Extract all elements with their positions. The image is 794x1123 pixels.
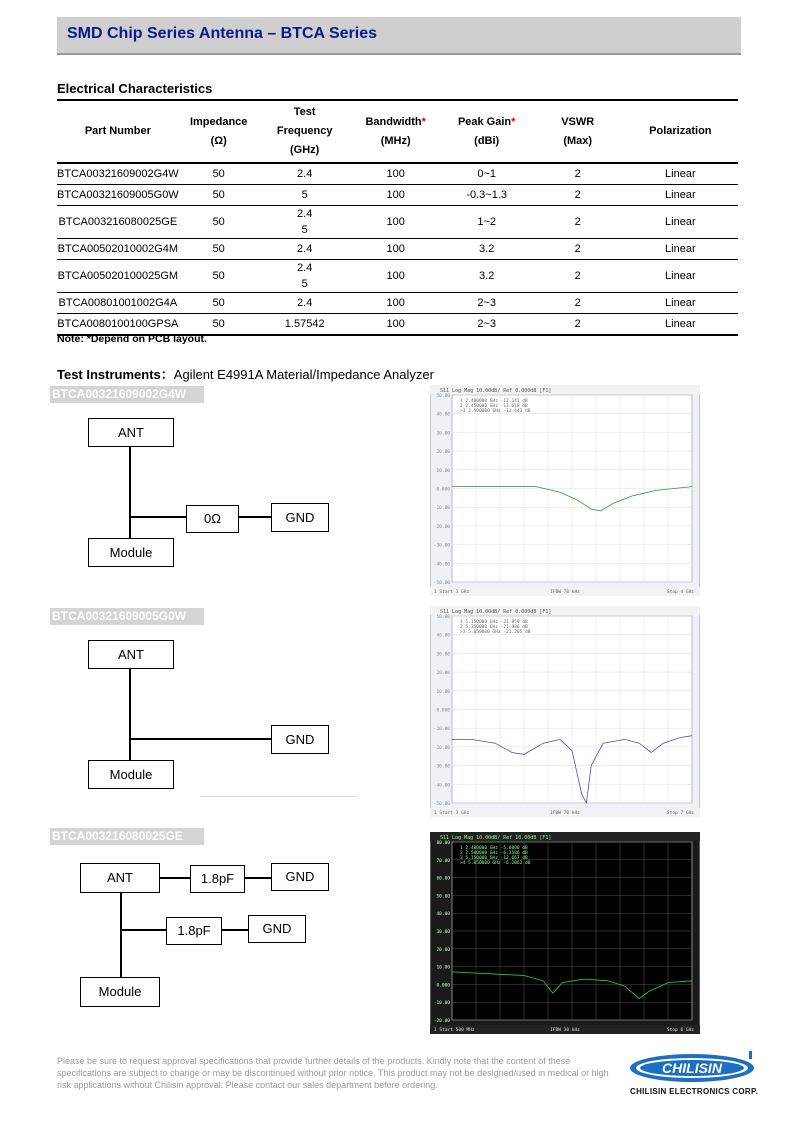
cell-bandwidth: 100 bbox=[351, 260, 441, 293]
cell-peak-gain: 2~3 bbox=[441, 314, 533, 336]
circuit-3-gnd2-line bbox=[221, 929, 249, 931]
y-tick-label: 10.00 bbox=[436, 468, 450, 474]
col-impedance: Impedance (Ω) bbox=[189, 115, 248, 147]
cell-test-frequency: 5 bbox=[259, 185, 351, 206]
plot-footer-left: 1 Start 500 MHz bbox=[434, 1028, 475, 1033]
circuit-1-feed-line bbox=[129, 446, 131, 539]
circuit-3-ant-box: ANT bbox=[80, 863, 160, 893]
circuit-1-module-box: Module bbox=[88, 538, 174, 567]
cell-vswr: 2 bbox=[533, 239, 623, 260]
cell-bandwidth: 100 bbox=[351, 206, 441, 239]
cell-impedance: 50 bbox=[179, 260, 259, 293]
circuit-3-module-box: Module bbox=[80, 977, 160, 1007]
circuit-2-gnd-box: GND bbox=[271, 725, 329, 754]
y-tick-label: 0.000 bbox=[436, 487, 450, 493]
test-instruments-value: Agilent E4991A Material/Impedance Analyzer bbox=[173, 367, 434, 382]
y-tick-label: 20.00 bbox=[436, 947, 450, 953]
y-tick-label: -30.00 bbox=[433, 764, 450, 770]
circuit-2-branch-line bbox=[129, 738, 272, 740]
y-tick-label: -50.00 bbox=[433, 581, 450, 586]
cell-bandwidth: 100 bbox=[351, 163, 441, 185]
cell-part-number: BTCA00321609002G4W bbox=[57, 163, 179, 185]
y-tick-label: 20.00 bbox=[436, 671, 450, 677]
header-bar bbox=[57, 17, 741, 55]
cell-test-frequency: 1.57542 bbox=[259, 314, 351, 336]
cell-impedance: 50 bbox=[179, 293, 259, 314]
cell-impedance: 50 bbox=[179, 314, 259, 336]
marker-readout: 2 5.350000 GHz -21.980 dB bbox=[460, 625, 528, 630]
table-row bbox=[57, 206, 738, 239]
circuit-3-gnd1-box: GND bbox=[271, 863, 329, 891]
table-row bbox=[57, 239, 738, 260]
cell-test-frequency: 2.4 5 bbox=[259, 206, 351, 239]
y-tick-label: 20.00 bbox=[436, 450, 450, 456]
y-tick-label: 80.00 bbox=[436, 841, 450, 846]
col-peak-gain: Peak Gain* (dBi) bbox=[457, 115, 516, 147]
test-instruments-label: Test Instruments： bbox=[57, 367, 174, 382]
circuit-3-feed-line bbox=[120, 892, 122, 978]
cell-vswr: 2 bbox=[533, 163, 623, 185]
circuit-1-gnd-box: GND bbox=[271, 503, 329, 532]
table-row bbox=[57, 185, 738, 206]
table-header-row bbox=[57, 100, 738, 163]
circuit-1-gnd-line bbox=[238, 516, 272, 518]
cell-vswr: 2 bbox=[533, 185, 623, 206]
marker-readout: 3 5.150000 GHz -12.667 dB bbox=[460, 856, 528, 861]
cell-peak-gain: 3.2 bbox=[441, 260, 533, 293]
cell-peak-gain: 2~3 bbox=[441, 293, 533, 314]
y-tick-label: -40.00 bbox=[433, 562, 450, 568]
y-tick-label: -50.00 bbox=[433, 802, 450, 807]
y-tick-label: 30.00 bbox=[436, 652, 450, 658]
table-row bbox=[57, 163, 738, 185]
cell-test-frequency: 2.4 5 bbox=[259, 260, 351, 293]
electrical-characteristics-table bbox=[57, 99, 738, 336]
cell-part-number: BTCA00801001002G4A bbox=[57, 293, 179, 314]
y-tick-label: -40.00 bbox=[433, 783, 450, 789]
cell-peak-gain: 3.2 bbox=[441, 239, 533, 260]
cell-vswr: 2 bbox=[533, 206, 623, 239]
marker-readout: >4 5.850000 GHz -6.2062 dB bbox=[460, 861, 531, 866]
circuit-3-cap1-line bbox=[159, 877, 191, 879]
y-tick-label: 0.000 bbox=[436, 708, 450, 714]
s11-plot-1 bbox=[430, 385, 700, 596]
circuit-2-module-box: Module bbox=[88, 760, 174, 789]
marker-readout: 1 2.400000 GHz -5.0000 dB bbox=[460, 846, 528, 851]
circuit-3-part-label: BTCA003216080025GE bbox=[50, 828, 204, 845]
test-instruments bbox=[57, 364, 434, 383]
cell-part-number: BTCA005020100025GM bbox=[57, 260, 179, 293]
plot-footer-left: 1 Start 3 GHz bbox=[434, 811, 470, 816]
col-test-frequency: Test Frequency (GHz) bbox=[276, 106, 333, 156]
table-row bbox=[57, 293, 738, 314]
plot-footer-right: Stop 7 GHz bbox=[666, 811, 694, 816]
plot-footer-left: 1 Start 1 GHz bbox=[434, 590, 470, 595]
y-tick-label: 10.00 bbox=[436, 689, 450, 695]
cell-part-number: BTCA003216080025GE bbox=[57, 206, 179, 239]
marker-readout: 1 2.400000 GHz -12.141 dB bbox=[460, 399, 528, 404]
circuit-1-part-label: BTCA00321609002G4W bbox=[50, 386, 204, 403]
cell-vswr: 2 bbox=[533, 314, 623, 336]
col-vswr: VSWR (Max) bbox=[561, 115, 595, 147]
cell-polarization: Linear bbox=[623, 206, 738, 239]
y-tick-label: -30.00 bbox=[433, 543, 450, 549]
marker-readout: >3 5.850000 GHz -21.205 dB bbox=[460, 630, 531, 635]
cell-polarization: Linear bbox=[623, 260, 738, 293]
page-title: SMD Chip Series Antenna – BTCA Series bbox=[67, 25, 377, 42]
cell-bandwidth: 100 bbox=[351, 293, 441, 314]
cell-test-frequency: 2.4 bbox=[259, 163, 351, 185]
cell-test-frequency: 2.4 bbox=[259, 293, 351, 314]
cell-polarization: Linear bbox=[623, 163, 738, 185]
marker-readout: 1 5.150000 GHz -21.859 dB bbox=[460, 620, 528, 625]
cell-part-number: BTCA00321609005G0W bbox=[57, 185, 179, 206]
y-tick-label: 10.00 bbox=[436, 965, 450, 971]
y-tick-label: 50.00 bbox=[436, 615, 450, 620]
cell-impedance: 50 bbox=[179, 163, 259, 185]
y-tick-label: 30.00 bbox=[436, 930, 450, 935]
cell-impedance: 50 bbox=[179, 239, 259, 260]
cell-bandwidth: 100 bbox=[351, 314, 441, 336]
disclaimer-text: Please be sure to request approval specifications that provide further details of the products. Kindly note that the content of these specifications are subject to change or may be discontinued without prior notice. This product may not be designed/used in medical or high risk applications without Chilisin approval. Please contact our sales department before ordering. bbox=[57, 1056, 609, 1090]
y-tick-label: -10.00 bbox=[433, 1001, 450, 1007]
circuit-3-gnd1-line bbox=[244, 877, 272, 879]
section-title: Electrical Characteristics bbox=[57, 81, 213, 96]
circuit-1-resistor-box: 0Ω bbox=[186, 505, 239, 533]
cell-peak-gain: 0~1 bbox=[441, 163, 533, 185]
table-row bbox=[57, 314, 738, 336]
circuit-2-part-label: BTCA00321609005G0W bbox=[50, 608, 204, 625]
table-row bbox=[57, 260, 738, 293]
y-tick-label: 50.00 bbox=[436, 894, 450, 900]
plot-header: S11 Log Mag 10.00dB/ Ref 0.000dB [F1] bbox=[440, 388, 552, 394]
cell-vswr: 2 bbox=[533, 260, 623, 293]
marker-readout: 2 2.450000 GHz -13.618 dB bbox=[460, 404, 528, 409]
col-bandwidth: Bandwidth* (MHz) bbox=[365, 115, 426, 147]
y-tick-label: -20.00 bbox=[433, 1019, 450, 1024]
circuit-3-cap1-box: 1.8pF bbox=[190, 865, 245, 893]
circuit-3-cap2-box: 1.8pF bbox=[166, 917, 222, 945]
plot-header: S11 Log Mag 10.00dB/ Ref 0.000dB [F1] bbox=[440, 609, 552, 615]
y-tick-label: -20.00 bbox=[433, 745, 450, 751]
s11-plot-3 bbox=[430, 832, 700, 1034]
cell-polarization: Linear bbox=[623, 185, 738, 206]
y-tick-label: -10.00 bbox=[433, 727, 450, 733]
table-note: Note: *Depend on PCB layout. bbox=[57, 333, 207, 345]
marker-readout: >3 2.500000 GHz -12.443 dB bbox=[460, 409, 531, 414]
cell-peak-gain: -0.3~1.3 bbox=[441, 185, 533, 206]
circuit-3-cap2-line bbox=[120, 929, 167, 931]
company-name: CHILISIN ELECTRONICS CORP. bbox=[630, 1087, 759, 1096]
cell-part-number: BTCA00502010002G4M bbox=[57, 239, 179, 260]
svg-text:CHILISIN: CHILISIN bbox=[662, 1060, 722, 1076]
y-tick-label: 40.00 bbox=[436, 633, 450, 639]
cell-vswr: 2 bbox=[533, 293, 623, 314]
cell-test-frequency: 2.4 bbox=[259, 239, 351, 260]
plot-footer-right: Stop 6 GHz bbox=[666, 1028, 694, 1033]
y-tick-label: -20.00 bbox=[433, 524, 450, 530]
cell-polarization: Linear bbox=[623, 293, 738, 314]
y-tick-label: 0.000 bbox=[436, 983, 450, 989]
circuit-2-feed-line bbox=[129, 668, 131, 761]
plot-header: S11 Log Mag 10.00dB/ Ref 10.00dB [F1] bbox=[440, 835, 552, 841]
col-part-number: Part Number bbox=[84, 125, 151, 137]
cell-bandwidth: 100 bbox=[351, 185, 441, 206]
y-tick-label: 70.00 bbox=[436, 858, 450, 864]
s11-plot-2 bbox=[430, 606, 700, 817]
circuit-2-ant-box: ANT bbox=[88, 640, 174, 669]
cell-polarization: Linear bbox=[623, 314, 738, 336]
cell-bandwidth: 100 bbox=[351, 239, 441, 260]
col-polarization: Polarization bbox=[649, 125, 712, 137]
marker-readout: 2 2.500000 GHz -6.3586 dB bbox=[460, 851, 528, 856]
y-tick-label: 50.00 bbox=[436, 394, 450, 399]
cell-peak-gain: 1~2 bbox=[441, 206, 533, 239]
y-tick-label: 40.00 bbox=[436, 412, 450, 418]
circuit-1-ant-box: ANT bbox=[88, 418, 174, 447]
circuit-3-gnd2-box: GND bbox=[248, 915, 306, 943]
cell-part-number: BTCA0080100100GPSA bbox=[57, 314, 179, 336]
plot-footer-mid: IFBW 70 kHz bbox=[550, 811, 580, 816]
y-tick-label: -10.00 bbox=[433, 506, 450, 512]
cell-impedance: 50 bbox=[179, 185, 259, 206]
plot-footer-mid: IFBW 30 kHz bbox=[550, 1028, 580, 1033]
y-tick-label: 40.00 bbox=[436, 912, 450, 918]
plot-footer-right: Stop 4 GHz bbox=[666, 590, 694, 595]
y-tick-label: 60.00 bbox=[436, 876, 450, 882]
cell-impedance: 50 bbox=[179, 206, 259, 239]
circuit-1-branch-line bbox=[129, 516, 187, 518]
y-tick-label: 30.00 bbox=[436, 431, 450, 437]
plot-footer-mid: IFBW 70 kHz bbox=[550, 590, 580, 595]
divider bbox=[200, 796, 358, 797]
cell-polarization: Linear bbox=[623, 239, 738, 260]
